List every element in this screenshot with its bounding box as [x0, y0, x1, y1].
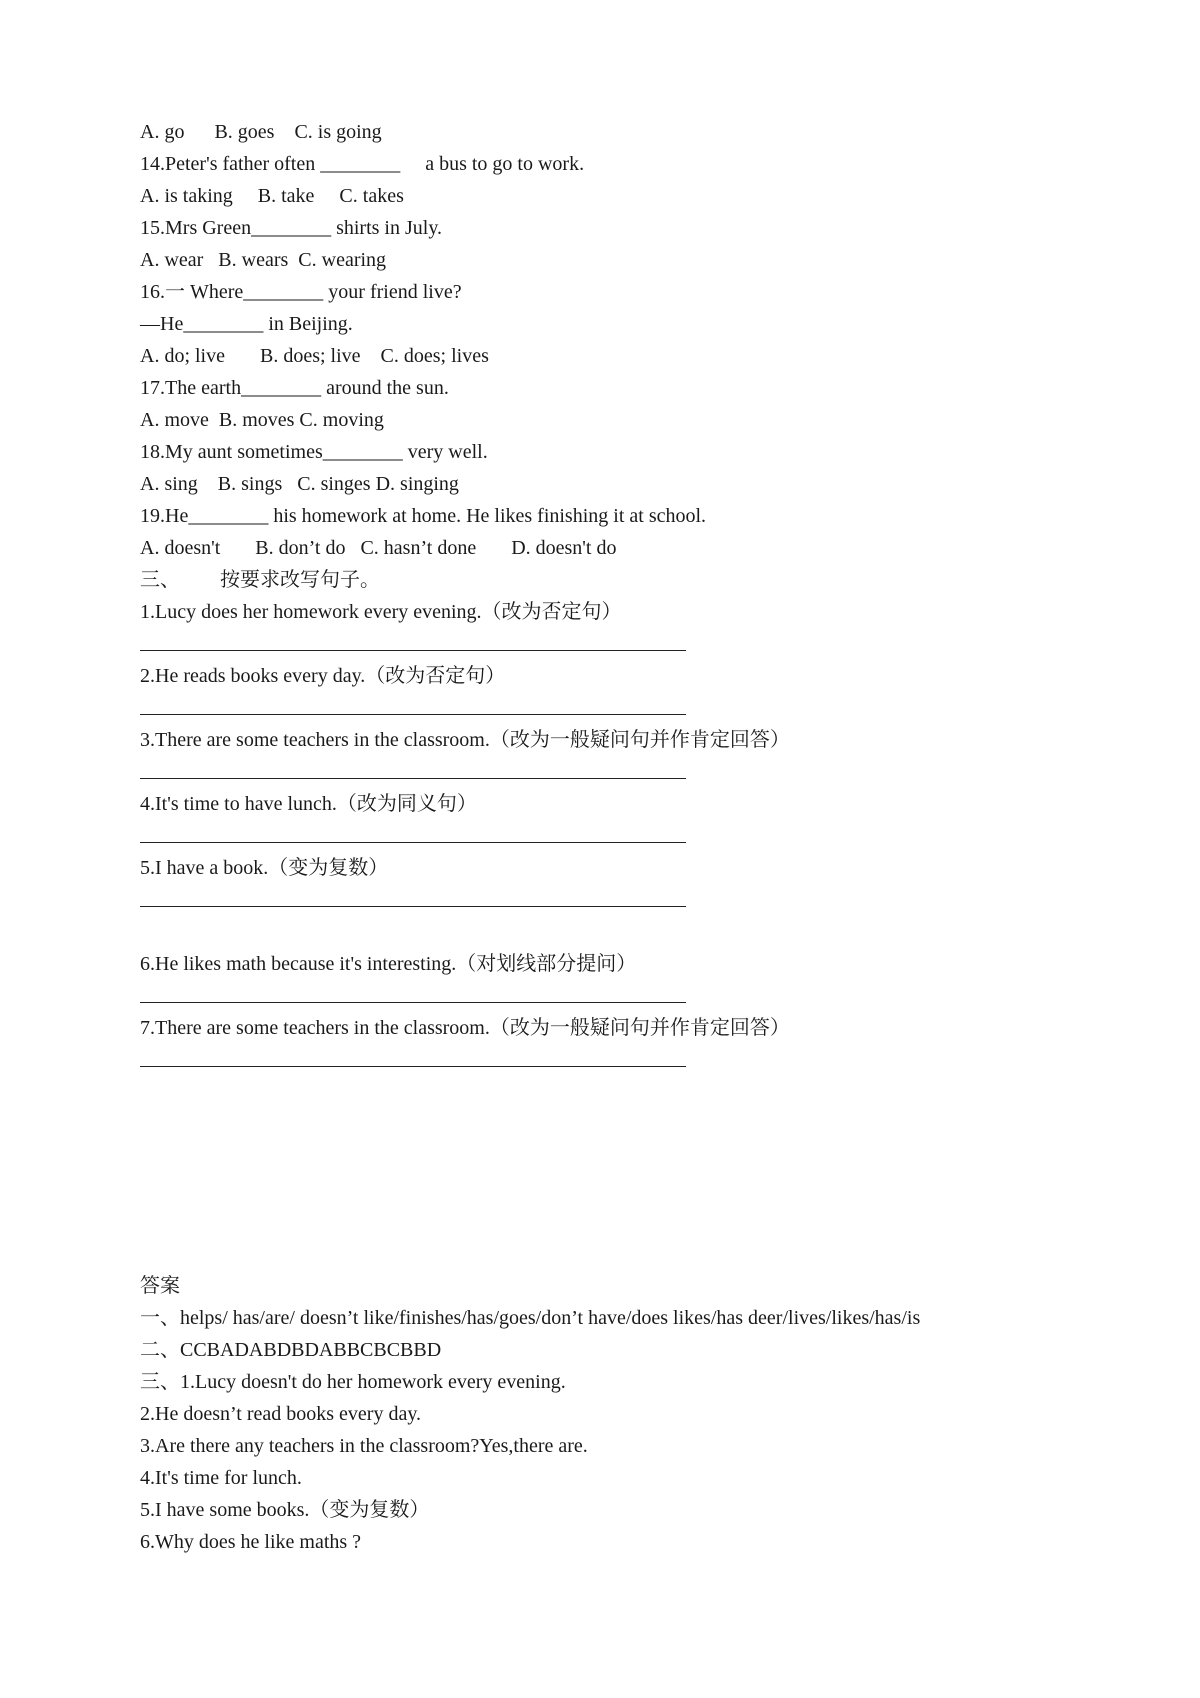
q16-stem: 16.一 Where________ your friend live? — [140, 281, 462, 303]
answer-line-5[interactable] — [140, 906, 686, 907]
answer-line-2[interactable] — [140, 714, 686, 715]
q17-stem: 17.The earth________ around the sun. — [140, 377, 449, 399]
rewrite-sentence-3: 3.There are some teachers in the classroom.（改为一般疑问句并作肯定回答） — [140, 729, 790, 751]
answer-line-4[interactable] — [140, 842, 686, 843]
answer-key-part3-1: 三、1.Lucy doesn't do her homework every evening. — [140, 1371, 566, 1393]
answer-key-heading: 答案 — [140, 1275, 180, 1297]
rewrite-sentence-7: 7.There are some teachers in the classroom.（改为一般疑问句并作肯定回答） — [140, 1017, 790, 1039]
answer-line-3[interactable] — [140, 778, 686, 779]
q14-options: A. is taking B. take C. takes — [140, 185, 404, 207]
q15-options: A. wear B. wears C. wearing — [140, 249, 387, 271]
answer-line-6[interactable] — [140, 1002, 686, 1003]
answer-key-part2: 二、CCBADABDBDABBCBCBBD — [140, 1339, 442, 1361]
answer-key-part3-5: 5.I have some books.（变为复数） — [140, 1499, 430, 1521]
answer-key-part3-4: 4.It's time for lunch. — [140, 1467, 302, 1489]
rewrite-sentence-4: 4.It's time to have lunch.（改为同义句） — [140, 793, 477, 815]
q13-options: A. go B. goes C. is going — [140, 121, 382, 143]
answer-key-part3-2: 2.He doesn’t read books every day. — [140, 1403, 422, 1425]
rewrite-sentence-1: 1.Lucy does her homework every evening.（改为否定句） — [140, 601, 622, 623]
rewrite-sentence-5: 5.I have a book.（变为复数） — [140, 857, 389, 879]
rewrite-sentence-6: 6.He likes math because it's interesting.（对划线部分提问） — [140, 953, 637, 975]
answer-line-7[interactable] — [140, 1066, 686, 1067]
q19-options: A. doesn't B. don’t do C. hasn’t done D. doesn't do — [140, 537, 617, 559]
q16-reply: —He________ in Beijing. — [140, 313, 353, 335]
q15-stem: 15.Mrs Green________ shirts in July. — [140, 217, 443, 239]
answer-line-1[interactable] — [140, 650, 686, 651]
q18-options: A. sing B. sings C. singes D. singing — [140, 473, 459, 495]
q16-options: A. do; live B. does; live C. does; lives — [140, 345, 489, 367]
answer-key-part3-3: 3.Are there any teachers in the classroom?Yes,there are. — [140, 1435, 588, 1457]
section3-heading: 三、 按要求改写句子。 — [140, 569, 380, 591]
rewrite-sentence-2: 2.He reads books every day.（改为否定句） — [140, 665, 506, 687]
answer-key-part1: 一、helps/ has/are/ doesn’t like/finishes/has/goes/don’t have/does likes/has deer/lives/likes/has/is — [140, 1307, 921, 1329]
q19-stem: 19.He________ his homework at home. He likes finishing it at school. — [140, 505, 707, 527]
q17-options: A. move B. moves C. moving — [140, 409, 384, 431]
answer-key-part3-6: 6.Why does he like maths ? — [140, 1531, 362, 1553]
q14-stem: 14.Peter's father often ________ a bus to go to work. — [140, 153, 585, 175]
q18-stem: 18.My aunt sometimes________ very well. — [140, 441, 488, 463]
